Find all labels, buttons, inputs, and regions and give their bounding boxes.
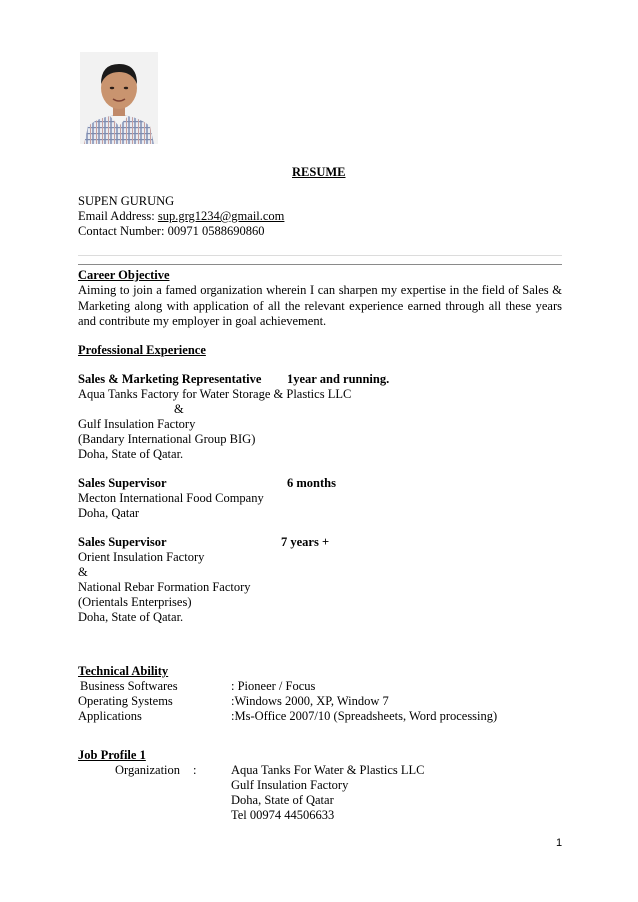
organization-line: Doha, State of Qatar <box>231 793 334 807</box>
organization-colon: : <box>193 763 197 777</box>
tech-label: Applications <box>78 709 142 723</box>
page-number: 1 <box>556 837 563 849</box>
job-detail-line: Doha, State of Qatar. <box>78 447 184 461</box>
job-detail-line: Mecton International Food Company <box>78 491 264 505</box>
organization-line: Gulf Insulation Factory <box>231 778 349 792</box>
resume-title: RESUME <box>292 165 346 179</box>
job-duration: 6 months <box>287 476 336 490</box>
organization-label: Organization <box>115 763 181 777</box>
email-line <box>78 209 284 224</box>
tech-label: Operating Systems <box>78 694 173 708</box>
job-title: Sales & Marketing Representative <box>78 372 262 386</box>
job-title: Sales Supervisor <box>78 476 167 490</box>
job-duration: 7 years + <box>281 535 330 549</box>
technical-ability-heading: Technical Ability <box>78 664 169 678</box>
job-duration: 1year and running. <box>287 372 390 386</box>
job-detail-line: & <box>78 565 88 579</box>
email-label: Email Address: <box>78 209 158 223</box>
job-profile-heading: Job Profile 1 <box>78 748 146 762</box>
organization-line: Aqua Tanks For Water & Plastics LLC <box>231 763 425 777</box>
tech-label: Business Softwares <box>80 679 178 693</box>
contact-number: Contact Number: 00971 0588690860 <box>78 224 265 238</box>
email-link[interactable]: sup.grg1234@gmail.com <box>157 209 285 223</box>
job-detail-line: (Orientals Enterprises) <box>78 595 192 609</box>
tech-value: :Windows 2000, XP, Window 7 <box>231 694 389 708</box>
divider-dark <box>78 264 562 265</box>
tech-value: : Pioneer / Focus <box>231 679 316 693</box>
job-detail-line: Aqua Tanks Factory for Water Storage & Plastics LLC <box>78 387 352 401</box>
tech-value: :Ms-Office 2007/10 (Spreadsheets, Word processing) <box>231 709 498 723</box>
applicant-name: SUPEN GURUNG <box>78 194 175 208</box>
job-detail-line: Orient Insulation Factory <box>78 550 205 564</box>
career-objective-heading: Career Objective <box>78 268 170 282</box>
divider-light <box>78 255 562 256</box>
job-title: Sales Supervisor <box>78 535 167 549</box>
job-detail-line: (Bandary International Group BIG) <box>78 432 256 446</box>
job-detail-line: National Rebar Formation Factory <box>78 580 251 594</box>
job-detail-line: Doha, State of Qatar. <box>78 610 184 624</box>
organization-line: Tel 00974 44506633 <box>231 808 335 822</box>
career-objective-text: Aiming to join a famed organization wherein I can sharpen my expertise in the field of Sales & Marketing along with application of all the relevant experience earned through all these years and contribute my employer in goal achievement. <box>78 283 562 328</box>
job-detail-line: Doha, Qatar <box>78 506 140 520</box>
profile-photo-image <box>80 52 158 144</box>
job-detail-line: & <box>174 402 184 416</box>
professional-experience-heading: Professional Experience <box>78 343 206 357</box>
profile-photo <box>80 52 158 144</box>
job-detail-line: Gulf Insulation Factory <box>78 417 196 431</box>
